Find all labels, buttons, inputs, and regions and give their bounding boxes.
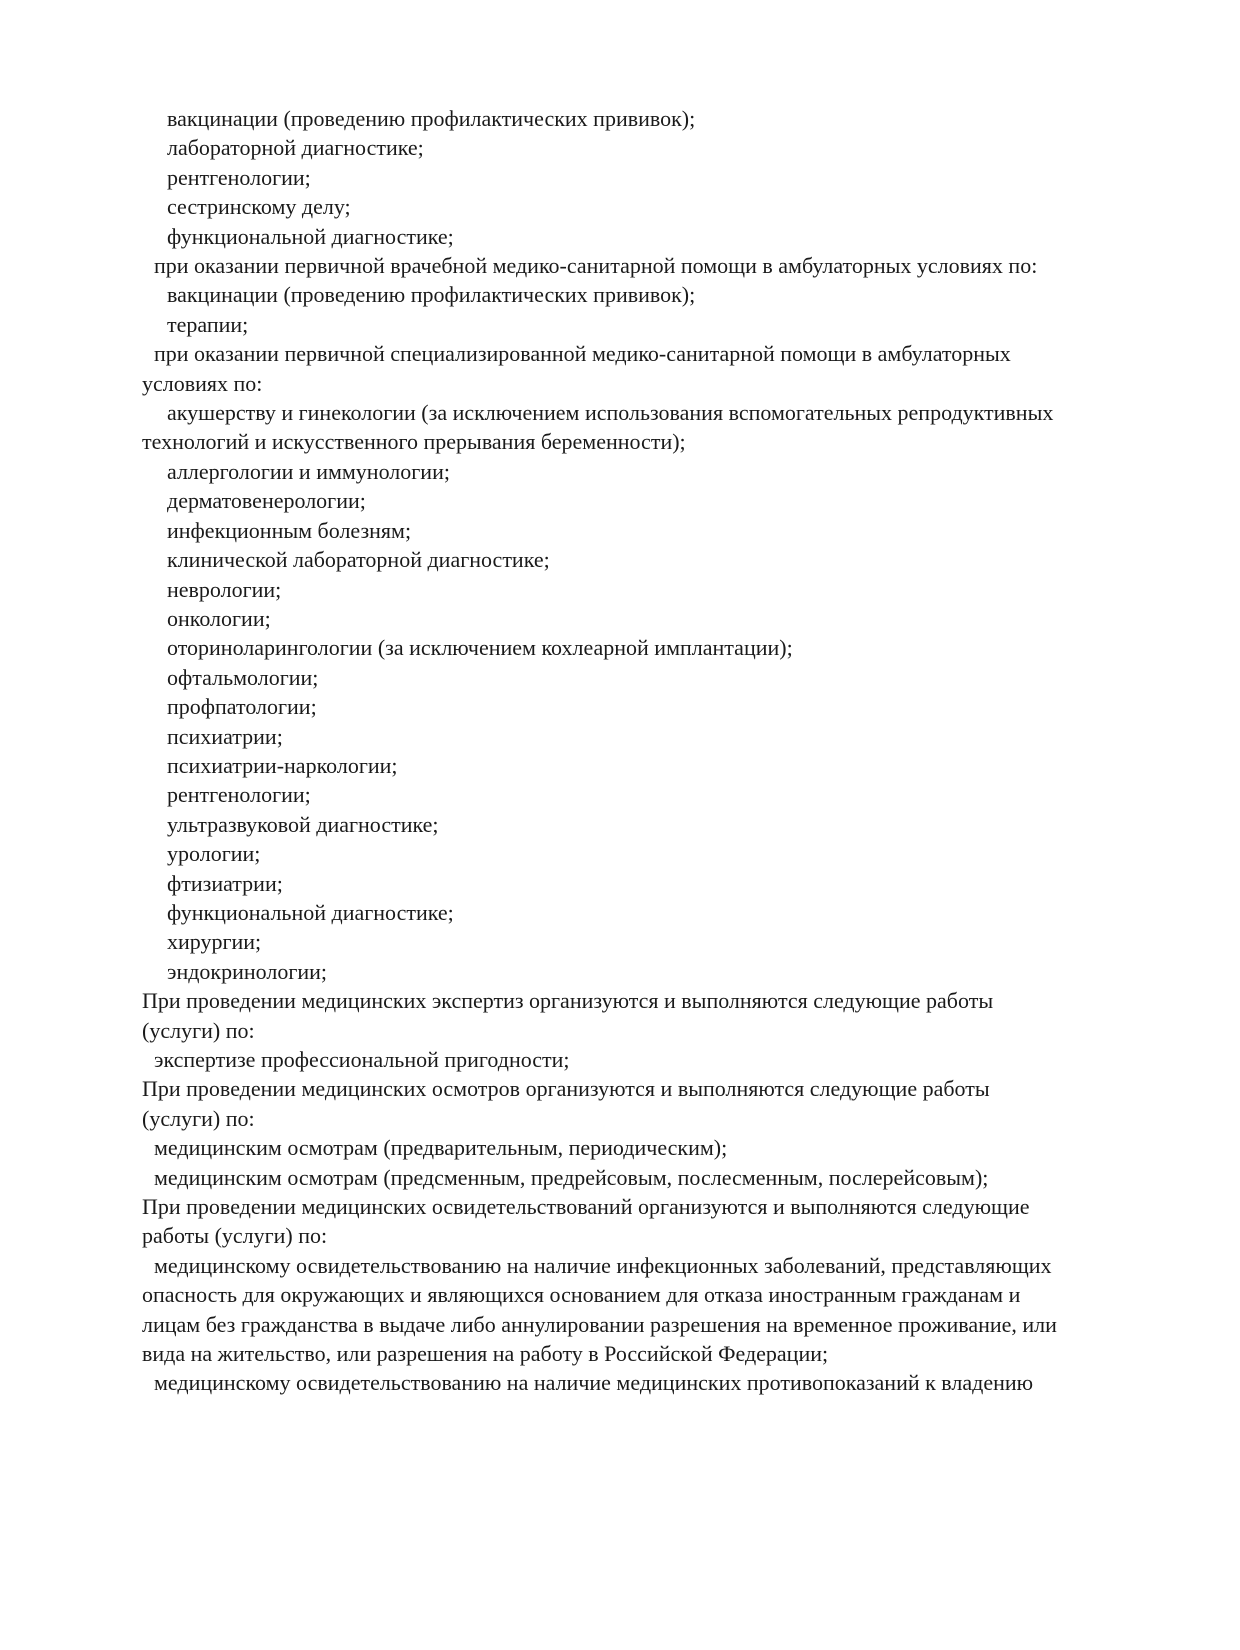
document-line: психиатрии; — [167, 723, 283, 749]
document-line: ультразвуковой диагностике; — [167, 811, 439, 837]
document-line: дерматовенерологии; — [167, 488, 366, 514]
document-line: условиях по: — [142, 370, 263, 396]
document-line: офтальмологии; — [167, 664, 319, 690]
document-line: психиатрии-наркологии; — [167, 752, 398, 778]
document-line: вакцинации (проведению профилактических прививок); — [167, 106, 696, 131]
document-line: онкологии; — [167, 605, 271, 631]
document-line: (услуги) по: — [142, 1017, 255, 1043]
document-line: клинической лабораторной диагностике; — [167, 547, 550, 573]
document-line: медицинским осмотрам (предсменным, предрейсовым, послесменным, послерейсовым); — [154, 1164, 989, 1190]
document-line: урологии; — [167, 841, 261, 867]
document-line: при оказании первичной специализированной медико-санитарной помощи в амбулаторных — [154, 341, 1011, 367]
document-line: медицинскому освидетельствованию на наличие медицинских противопоказаний к владению — [154, 1370, 1034, 1396]
document-line: вакцинации (проведению профилактических прививок); — [167, 282, 696, 308]
document-line: сестринскому делу; — [167, 194, 351, 220]
document-line: медицинским осмотрам (предварительным, периодическим); — [154, 1135, 728, 1161]
document-line: эндокринологии; — [167, 958, 328, 984]
document-line: фтизиатрии; — [167, 870, 283, 896]
document-line: (услуги) по: — [142, 1105, 255, 1131]
document-line: аллергологии и иммунологии; — [167, 458, 450, 484]
document-line: технологий и искусственного прерывания беременности); — [142, 429, 686, 455]
document-line: терапии; — [167, 311, 249, 337]
document-line: функциональной диагностике; — [167, 899, 454, 925]
document-line: При проведении медицинских осмотров организуются и выполняются следующие работы — [142, 1076, 990, 1102]
document-line: работы (услуги) по: — [142, 1223, 328, 1249]
document-line: при оказании первичной врачебной медико-санитарной помощи в амбулаторных условиях по: — [154, 253, 1038, 279]
document-line: функциональной диагностике; — [167, 223, 454, 249]
document-line: акушерству и гинекологии (за исключением использования вспомогательных репродуктивных — [167, 400, 1054, 426]
document-body — [142, 104, 1162, 1398]
document-line: хирургии; — [167, 929, 262, 955]
document-line: неврологии; — [167, 576, 282, 602]
document-line: рентгенологии; — [167, 164, 311, 190]
document-line: вида на жительство, или разрешения на работу в Российской Федерации; — [142, 1341, 829, 1367]
document-line: лабораторной диагностике; — [167, 135, 424, 161]
document-line: При проведении медицинских освидетельствований организуются и выполняются следующие — [142, 1194, 1030, 1220]
document-line: рентгенологии; — [167, 782, 311, 808]
document-line: инфекционным болезням; — [167, 517, 412, 543]
document-line: экспертизе профессиональной пригодности; — [154, 1047, 570, 1072]
document-line: медицинскому освидетельствованию на наличие инфекционных заболеваний, представляющих — [154, 1252, 1052, 1278]
document-line: лицам без гражданства в выдаче либо аннулировании разрешения на временное проживание, или — [142, 1311, 1057, 1337]
document-line: опасность для окружающих и являющихся основанием для отказа иностранным гражданам и — [142, 1282, 1021, 1308]
document-line: При проведении медицинских экспертиз организуются и выполняются следующие работы — [142, 988, 994, 1014]
document-line: профпатологии; — [167, 694, 317, 720]
document-line: оториноларингологии (за исключением кохлеарной имплантации); — [167, 635, 793, 661]
